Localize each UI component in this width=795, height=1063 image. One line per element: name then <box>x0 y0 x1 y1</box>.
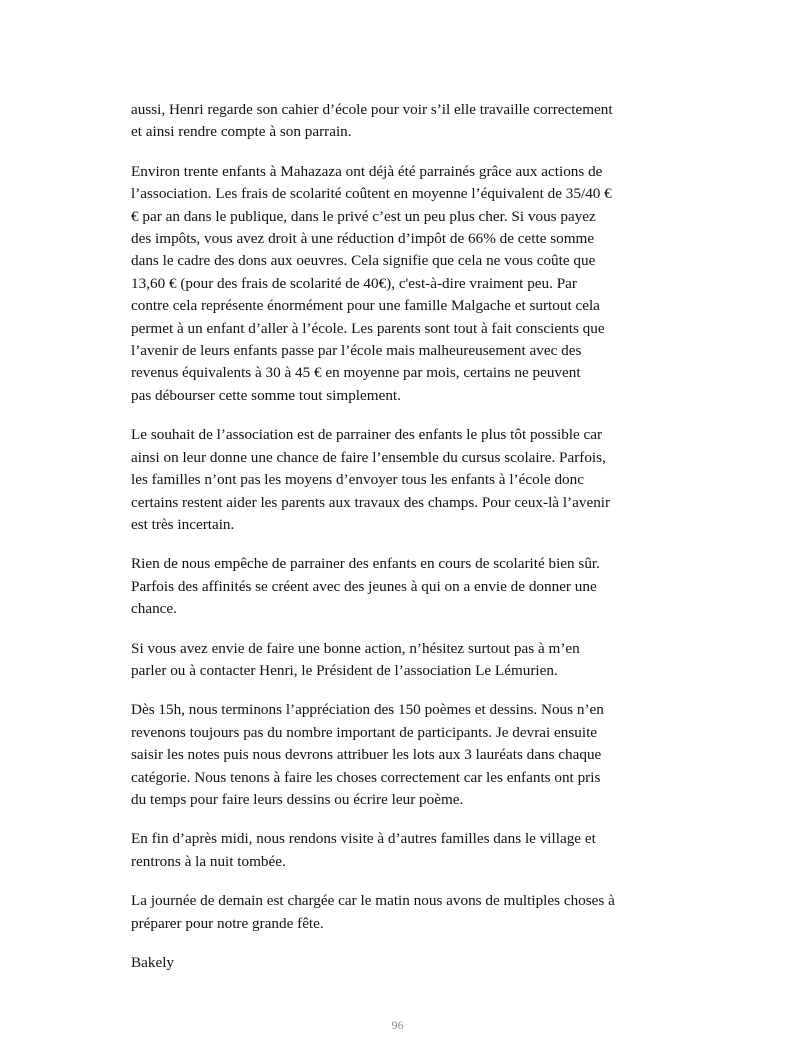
text-line: préparer pour notre grande fête. <box>131 914 324 932</box>
text-line: l’avenir de leurs enfants passe par l’école mais malheureusement avec des <box>131 342 582 360</box>
text-line: 13,60 € (pour des frais de scolarité de 40€), c'est-à-dire vraiment peu. Par <box>131 274 577 292</box>
text-line: parler ou à contacter Henri, le Président de l’association Le Lémurien. <box>131 661 558 679</box>
text-line: Le souhait de l’association est de parrainer des enfants le plus tôt possible car <box>131 426 603 444</box>
text-line: et ainsi rendre compte à son parrain. <box>131 123 352 141</box>
text-line: Si vous avez envie de faire une bonne action, n’hésitez surtout pas à m’en <box>131 639 580 657</box>
text-line: les familles n’ont pas les moyens d’envoyer tous les enfants à l’école donc <box>131 471 584 489</box>
text-line: € par an dans le publique, dans le privé c’est un peu plus cher. Si vous payez <box>131 207 596 225</box>
text-line: contre cela représente énormément pour une famille Malgache et surtout cela <box>131 297 600 315</box>
paragraph-5 <box>131 638 665 683</box>
text-line: pas débourser cette somme tout simplement. <box>131 386 401 404</box>
text-line: saisir les notes puis nous devrons attribuer les lots aux 3 lauréats dans chaque <box>131 746 602 764</box>
text-line: certains restent aider les parents aux travaux des champs. Pour ceux-là l’avenir <box>131 493 611 511</box>
text-line: Parfois des affinités se créent avec des jeunes à qui on a envie de donner une <box>131 577 597 595</box>
text-line: revenons toujours pas du nombre important de participants. Je devrai ensuite <box>131 723 598 741</box>
text-line: Dès 15h, nous terminons l’appréciation des 150 poèmes et dessins. Nous n’en <box>131 701 604 719</box>
text-line: La journée de demain est chargée car le matin nous avons de multiples choses à <box>131 892 615 910</box>
signature: Bakely <box>131 954 175 971</box>
paragraph-4 <box>131 553 665 620</box>
paragraph-6 <box>131 699 665 811</box>
text-line: permet à un enfant d’aller à l’école. Les parents sont tout à fait conscients que <box>131 319 605 337</box>
text-line: Rien de nous empêche de parrainer des enfants en cours de scolarité bien sûr. <box>131 555 600 573</box>
text-line: rentrons à la nuit tombée. <box>131 852 286 870</box>
text-line: l’association. Les frais de scolarité coûtent en moyenne l’équivalent de 35/40 € <box>131 185 612 203</box>
text-line: ainsi on leur donne une chance de faire l’ensemble du cursus scolaire. Parfois, <box>131 448 606 466</box>
text-line: Environ trente enfants à Mahazaza ont déjà été parrainés grâce aux actions de <box>131 162 603 180</box>
text-line: des impôts, vous avez droit à une réduction d’impôt de 66% de cette somme <box>131 230 595 248</box>
text-line: est très incertain. <box>131 515 235 533</box>
paragraph-7 <box>131 828 665 873</box>
text-line: catégorie. Nous tenons à faire les choses correctement car les enfants ont pris <box>131 768 601 786</box>
text-line: revenus équivalents à 30 à 45 € en moyenne par mois, certains ne peuvent <box>131 364 581 382</box>
document-page <box>131 99 665 974</box>
text-line: aussi, Henri regarde son cahier d’école pour voir s’il elle travaille correctement <box>131 101 613 118</box>
text-line: chance. <box>131 600 177 618</box>
page-number: 96 <box>391 1018 404 1032</box>
paragraph-3 <box>131 424 665 536</box>
paragraph-2 <box>131 161 665 407</box>
text-line: du temps pour faire leurs dessins ou écrire leur poème. <box>131 790 464 808</box>
paragraph-8 <box>131 890 665 935</box>
text-line: dans le cadre des dons aux oeuvres. Cela signifie que cela ne vous coûte que <box>131 252 596 270</box>
paragraph-1 <box>131 99 665 144</box>
text-line: En fin d’après midi, nous rendons visite à d’autres familles dans le village et <box>131 830 596 848</box>
